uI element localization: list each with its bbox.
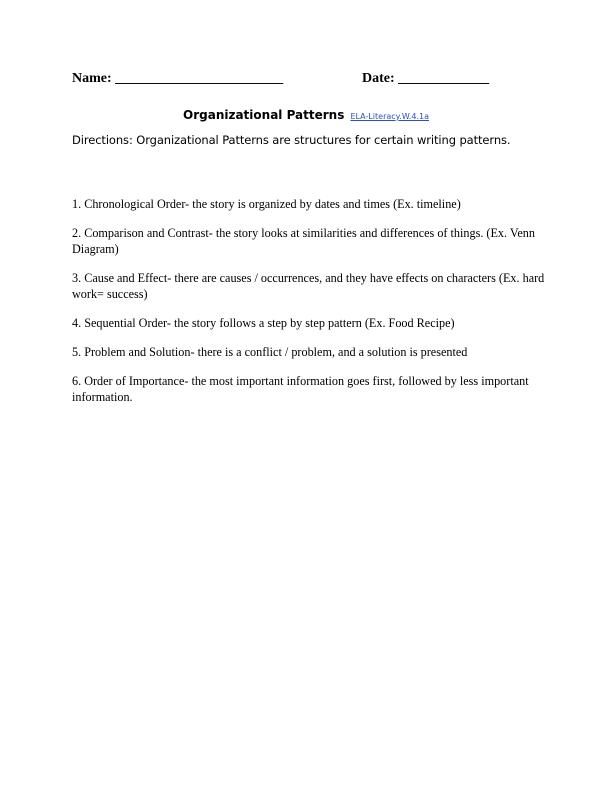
pattern-item-cause-effect: 3. Cause and Effect- there are causes / occurrences, and they have effects on characters (Ex. hard work= success) [72, 271, 545, 301]
pattern-item-sequential: 4. Sequential Order- the story follows a step by step pattern (Ex. Food Recipe) [72, 316, 455, 330]
worksheet-title: Organizational Patterns [183, 108, 345, 122]
pattern-item-importance: 6. Order of Importance- the most important information goes first, followed by less important information. [72, 374, 529, 404]
worksheet-header [0, 71, 612, 91]
name-field: Name: ________________________ [72, 71, 284, 86]
directions-text: Directions: Organizational Patterns are structures for certain writing patterns. [72, 133, 511, 147]
standard-link[interactable]: ELA-Literacy.W.4.1a [350, 112, 429, 121]
pattern-item-problem-solution: 5. Problem and Solution- there is a conflict / problem, and a solution is presented [72, 345, 468, 359]
date-field: Date: _____________ [362, 71, 490, 86]
pattern-item-comparison: 2. Comparison and Contrast- the story looks at similarities and differences of things. (Ex. Venn Diagram) [72, 226, 535, 256]
worksheet-title-row [0, 104, 612, 123]
pattern-list [72, 196, 550, 418]
pattern-item-chronological: 1. Chronological Order- the story is organized by dates and times (Ex. timeline) [72, 197, 461, 211]
